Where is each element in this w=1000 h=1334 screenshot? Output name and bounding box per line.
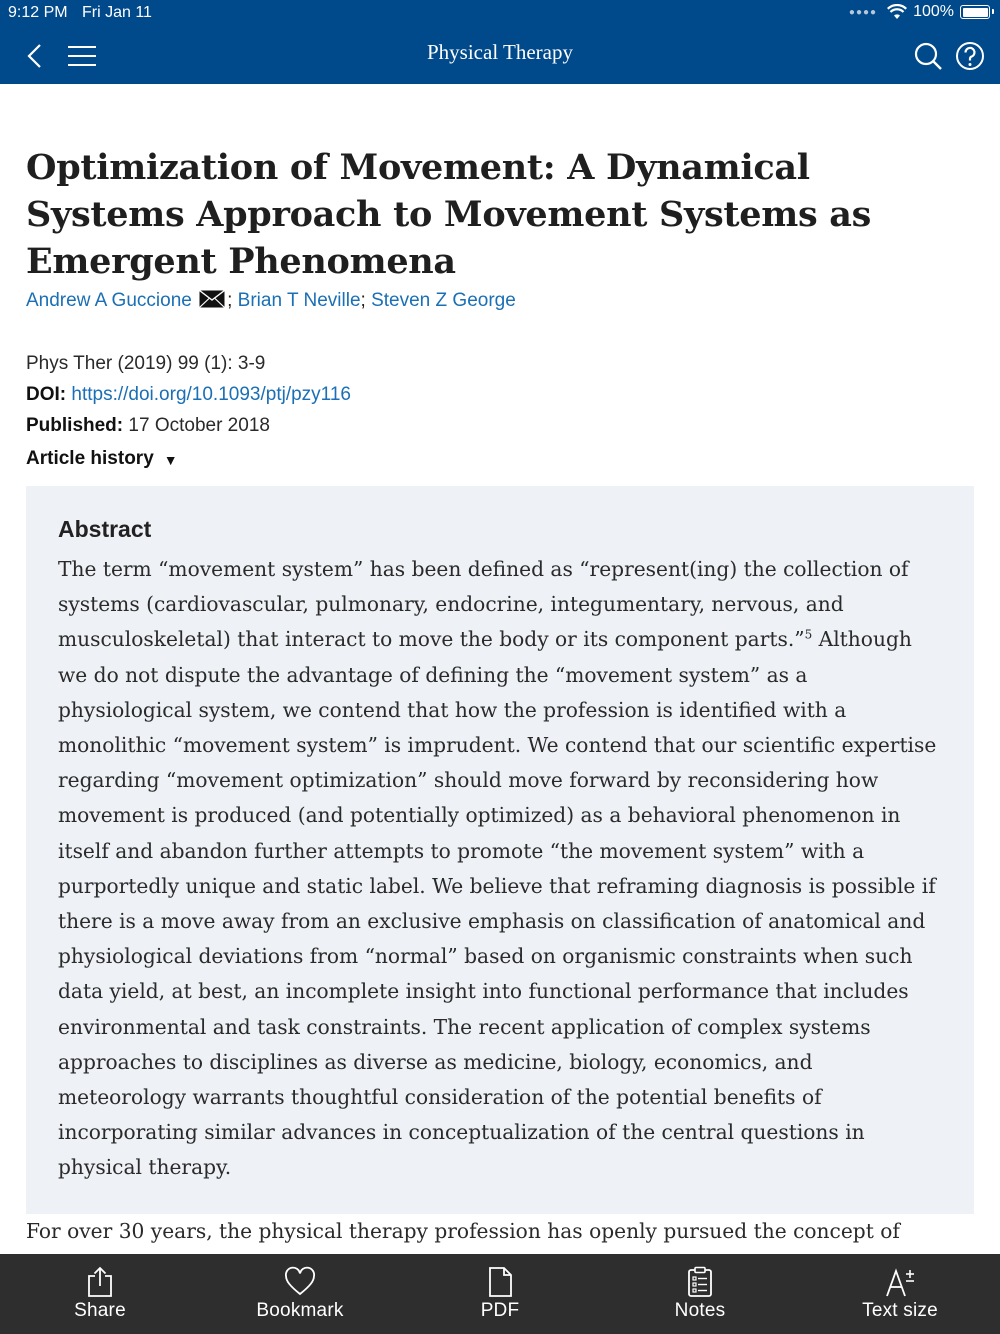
notes-button[interactable] [600,1254,800,1334]
article-history-label: Article history [26,448,154,469]
pdf-button[interactable] [400,1254,600,1334]
article-meta [26,348,351,476]
text-size-label: Text size [862,1300,938,1321]
reference-link[interactable]: 5 [804,627,813,642]
mail-icon[interactable] [199,290,225,308]
share-label: Share [74,1300,126,1321]
search-icon[interactable] [912,40,944,72]
doi-link[interactable]: https://doi.org/10.1093/ptj/pzy116 [71,384,351,405]
signal-dots-icon: ●●●● [848,6,878,18]
top-bar [0,0,1000,84]
help-icon[interactable] [954,40,986,72]
author-list [26,290,516,312]
wifi-icon [887,4,907,20]
status-time: 9:12 PM [8,4,68,21]
author-separator: ; [360,290,366,311]
text-size-icon [885,1266,915,1298]
triangle-down-icon: ▼ [163,452,178,468]
share-icon [85,1266,115,1298]
author-link[interactable]: Steven Z George [371,290,516,311]
author-link[interactable]: Brian T Neville [237,290,361,311]
article-title: Optimization of Movement: A Dynamical Systems Approach to Movement Systems as Emergent Phenomena [26,147,872,282]
document-icon [485,1266,515,1298]
published-label: Published: [26,415,124,436]
citation: Phys Ther (2019) 99 (1): 3-9 [26,353,266,374]
bottom-toolbar [0,1254,1000,1334]
doi-row [26,379,351,410]
nav-title: Physical Therapy [427,40,573,64]
status-bar [0,0,1000,28]
clipboard-icon [685,1266,715,1298]
article-history-toggle[interactable] [26,441,178,476]
published-date: 17 October 2018 [128,415,270,436]
battery-icon [960,5,990,19]
abstract-text [58,552,946,1186]
author-separator: ; [227,290,233,311]
body-text-first-line: For over 30 years, the physical therapy profession has openly pursued the concept of [26,1219,900,1243]
share-button[interactable] [0,1254,200,1334]
abstract-text-part2: Although we do not dispute the advantage of defining the “movement system” as a physiological system, we contend that how the profession is identified with a monolithic “movement system” is imprudent. We contend that our scientific expertise regarding “movement optimization” should move forward by reconsidering how movement is produced (and potentially optimized) as a behavioral phenomenon in itself and abandon further attempts to promote “the movement system” with a purportedly unique and static label. We believe that reframing diagnosis is possible if there is a move away from an exclusive emphasis on classification of anatomical and physiological deviations from “normal” based on organismic constraints when such data yield, at best, an incomplete insight into functional performance that includes environmental and task constraints. The recent application of complex systems approaches to disciplines as diverse as medicine, biology, economics, and meteorology warrants thoughtful consideration of the potential benefits of incorporating similar advances in conceptualization of the central questions in physical therapy. [58,627,937,1180]
doi-label: DOI: [26,384,67,405]
author-link[interactable]: Andrew A Guccione [26,290,192,311]
published-row [26,410,351,441]
abstract-heading: Abstract [58,516,152,542]
nav-bar [0,28,1000,84]
battery-percent: 100% [913,3,954,20]
text-size-button[interactable] [800,1254,1000,1334]
status-right [849,3,990,21]
abstract-text-part1: The term “movement system” has been defined as “represent(ing) the collection of systems (cardiovascular, pulmonary, endocrine, integumentary, nervous, and musculoskeletal) that interact to move the body or its component parts.” [58,557,909,652]
bookmark-label: Bookmark [256,1300,344,1321]
pdf-label: PDF [480,1300,520,1321]
abstract-section [26,486,974,1214]
heart-icon [285,1266,315,1298]
notes-label: Notes [674,1300,726,1321]
bookmark-button[interactable] [200,1254,400,1334]
article-content[interactable] [0,84,1000,1254]
status-date: Fri Jan 11 [82,4,152,21]
